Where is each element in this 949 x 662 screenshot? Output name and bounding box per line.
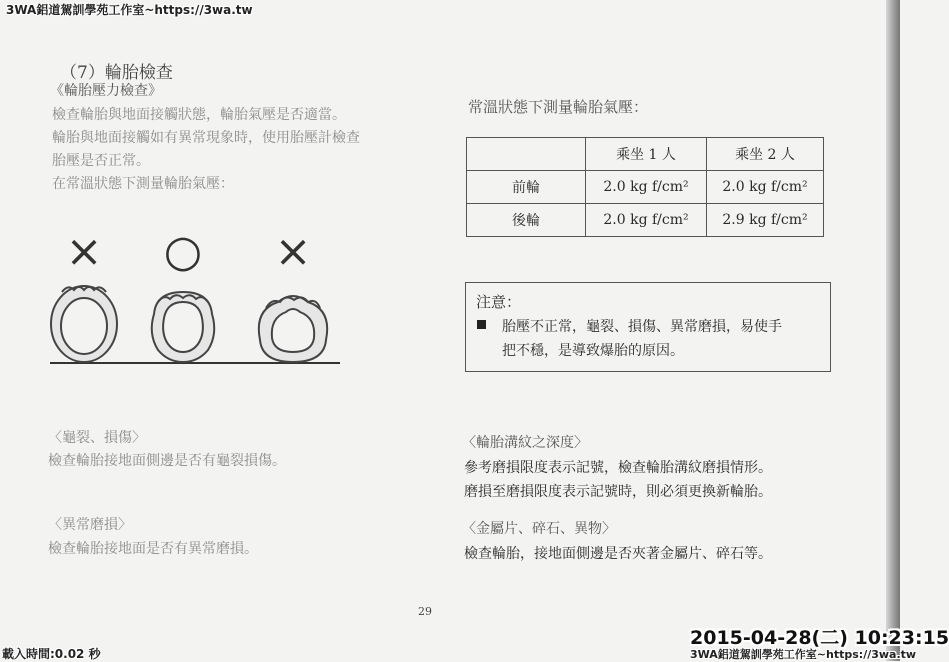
body-line-2: 輪胎與地面接觸如有異常現象時，使用胎壓計檢查 bbox=[52, 130, 360, 146]
table-row bbox=[467, 171, 824, 204]
wear-heading: 〈異常磨損〉 bbox=[48, 517, 132, 533]
caution-box bbox=[465, 282, 831, 372]
table-header-cell: 乘坐 1 人 bbox=[586, 138, 707, 171]
table-cell: 後輪 bbox=[467, 204, 586, 237]
caution-title: 注意： bbox=[476, 293, 522, 311]
table-cell: 2.0 kg f/cm² bbox=[707, 171, 824, 204]
tread-line-2: 磨損至磨損限度表示記號時，則必須更換新輪胎。 bbox=[464, 484, 772, 500]
section-title: （7）輪胎檢查 bbox=[60, 63, 173, 83]
crack-text: 檢查輪胎接地面側邊是否有龜裂損傷。 bbox=[48, 453, 286, 469]
mark-wrong-2: × bbox=[274, 226, 312, 277]
tire-illustration bbox=[40, 222, 350, 367]
mark-wrong-1: × bbox=[65, 226, 103, 277]
tire-underinflated bbox=[259, 296, 327, 362]
table-cell: 2.0 kg f/cm² bbox=[586, 204, 707, 237]
table-cell: 2.0 kg f/cm² bbox=[586, 171, 707, 204]
header-watermark: 3WA鋁道駕訓學苑工作室~https://3wa.tw bbox=[6, 3, 253, 17]
tread-heading: 〈輪胎溝紋之深度〉 bbox=[462, 435, 588, 451]
body-line-1: 檢查輪胎與地面接觸狀態，輪胎氣壓是否適當。 bbox=[52, 107, 346, 123]
body-line-3: 胎壓是否正常。 bbox=[52, 153, 150, 169]
table-row bbox=[467, 204, 824, 237]
table-cell: 前輪 bbox=[467, 171, 586, 204]
pressure-title: 常溫狀態下測量輪胎氣壓： bbox=[468, 98, 649, 116]
table-header-cell bbox=[467, 138, 586, 171]
datetime-stamp: 2015-04-28(二) 10:23:15 bbox=[690, 627, 949, 649]
page-number: 29 bbox=[418, 605, 432, 618]
load-time: 載入時間:0.02 秒 bbox=[2, 647, 101, 661]
page-edge bbox=[886, 0, 900, 661]
subtitle: 《輪胎壓力檢查》 bbox=[50, 83, 162, 99]
pressure-table bbox=[466, 137, 824, 237]
crack-heading: 〈龜裂、損傷〉 bbox=[48, 430, 146, 446]
caution-line-1: 胎壓不正常，龜裂、損傷、異常磨損，易使手 bbox=[502, 319, 782, 335]
tire-correct bbox=[152, 292, 215, 362]
debris-heading: 〈金屬片、碎石、異物〉 bbox=[462, 521, 616, 537]
tread-line-1: 參考磨損限度表示記號，檢查輪胎溝紋磨損情形。 bbox=[464, 460, 772, 476]
wear-text: 檢查輪胎接地面是否有異常磨損。 bbox=[48, 541, 258, 557]
caution-line-2: 把不穩，是導致爆胎的原因。 bbox=[502, 343, 684, 359]
footer-watermark: 3WA鋁道駕訓學苑工作室~https://3wa.tw bbox=[690, 648, 917, 661]
debris-text: 檢查輪胎，接地面側邊是否夾著金屬片、碎石等。 bbox=[464, 546, 772, 562]
bullet-icon bbox=[477, 320, 486, 329]
table-header-row bbox=[467, 138, 824, 171]
table-header-cell: 乘坐 2 人 bbox=[707, 138, 824, 171]
mark-correct: ○ bbox=[163, 226, 203, 277]
tire-overinflated bbox=[51, 286, 117, 362]
body-line-4: 在常溫狀態下測量輪胎氣壓： bbox=[52, 176, 234, 192]
table-cell: 2.9 kg f/cm² bbox=[707, 204, 824, 237]
